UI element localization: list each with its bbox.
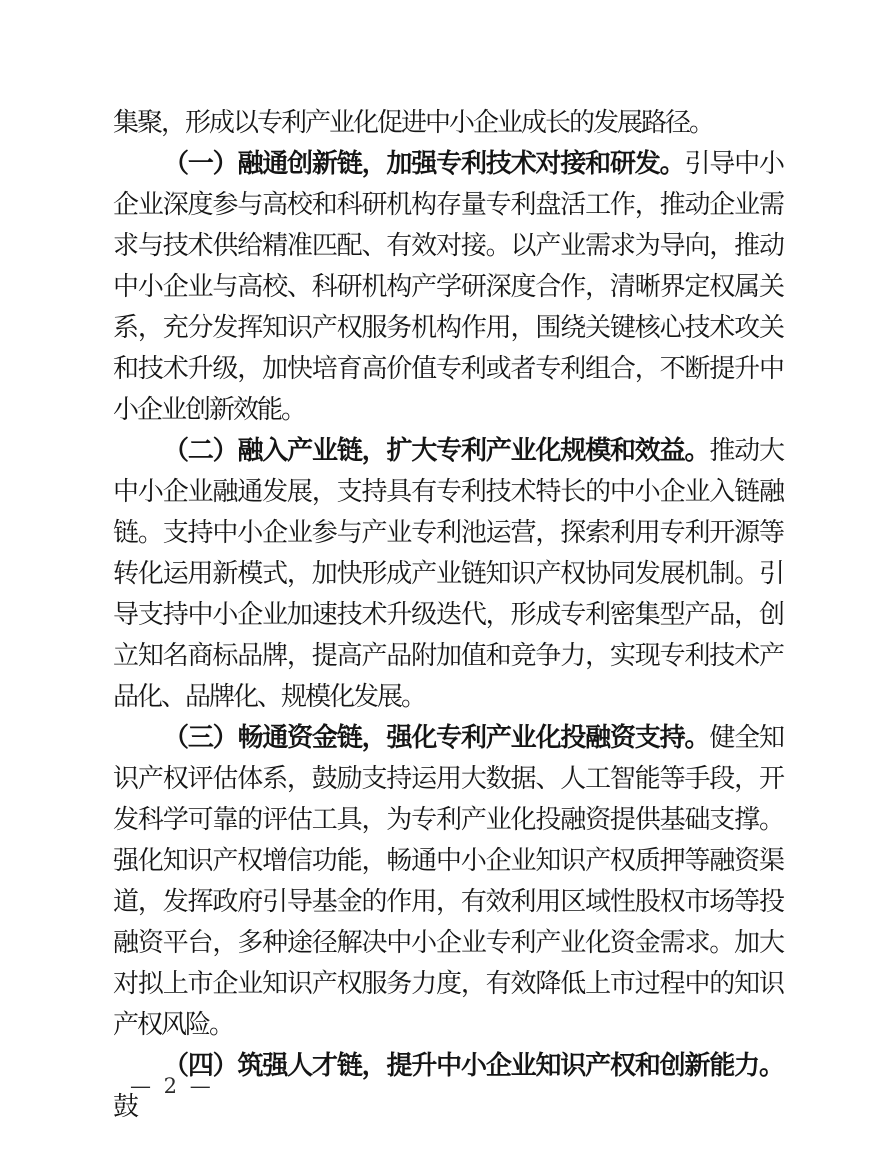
- text-segment: 引导中小企业深度参与高校和科研机构存量专利盘活工作，推动企业需求与技术供给精准匹配、有效对接。以产业需求为导向，推动中小企业与高校、科研机构产学研深度合作，清晰界定权属关系，充分发挥知识产权服务机构作用，围绕关键核心技术攻关和技术升级，加快培育高价值专利或者专利组合，不断提升中小企业创新效能。: [113, 149, 783, 425]
- text-segment: 推动大中小企业融通发展，支持具有专利技术特长的中小企业入链融链。支持中小企业参与产业专利池运营，探索利用专利开源等转化运用新模式，加快形成产业链知识产权协同发展机制。引导支持中小企业加速技术升级迭代，形成专利密集型产品，创立知名商标品牌，提高产品附加值和竞争力，实现专利技术产品化、品牌化、规模化发展。: [113, 436, 783, 712]
- page-number: — 2 —: [130, 1074, 214, 1098]
- paragraph: [113, 144, 783, 431]
- section-heading: （三）畅通资金链，强化专利产业化投融资支持。: [163, 723, 710, 753]
- paragraph: [113, 431, 783, 718]
- section-heading: （二）融入产业链，扩大专利产业化规模和效益。: [163, 436, 710, 466]
- document-body: [113, 103, 783, 1128]
- text-segment: 鼓: [113, 1092, 138, 1122]
- paragraph: [113, 718, 783, 1046]
- section-heading: （一）融通创新链，加强专利技术对接和研发。: [163, 149, 685, 179]
- text-segment: 健全知识产权评估体系，鼓励支持运用大数据、人工智能等手段，开发科学可靠的评估工具，为专利产业化投融资提供基础支撑。强化知识产权增信功能，畅通中小企业知识产权质押等融资渠道，发挥政府引导基金的作用，有效利用区域性股权市场等投融资平台，多种途径解决中小企业专利产业化资金需求。加大对拟上市企业知识产权服务力度，有效降低上市过程中的知识产权风险。: [113, 723, 783, 1040]
- paragraph: [113, 103, 783, 144]
- section-heading: （四）筑强人才链，提升中小企业知识产权和创新能力。: [163, 1051, 783, 1081]
- text-segment: 集聚，形成以专利产业化促进中小企业成长的发展路径。: [113, 108, 714, 138]
